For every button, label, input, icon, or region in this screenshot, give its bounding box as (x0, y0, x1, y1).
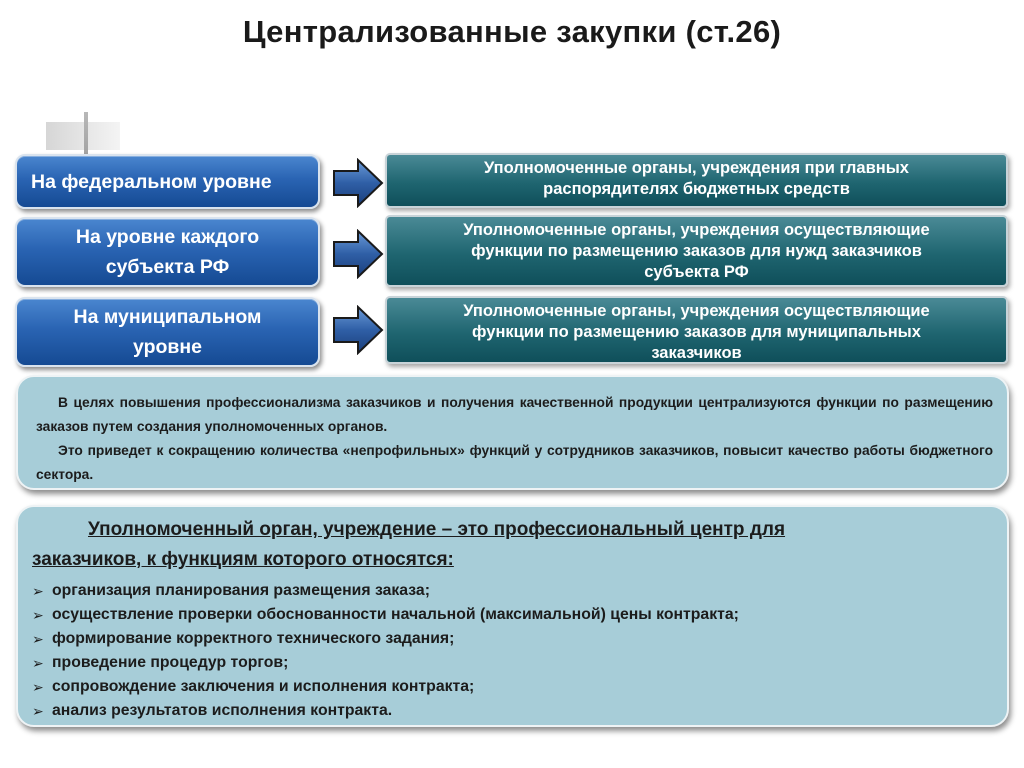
organ-federal (385, 153, 1008, 208)
arrowhead-bullet-icon: ➢ (32, 631, 44, 647)
definition-heading (32, 515, 987, 575)
level-federal-label: На федеральном уровне (31, 170, 272, 193)
organ-municipal (385, 296, 1008, 364)
definition-heading-line1: Уполномоченный орган, учреждение – это профессиональный центр для (88, 519, 786, 540)
organ-municipal-line3: заказчиков (651, 344, 742, 362)
organ-federal-line1: Уполномоченные органы, учреждения при главных (484, 159, 909, 177)
list-item: ➢ организация планирования размещения заказа; (32, 579, 987, 603)
level-municipal-label-line2: уровне (132, 336, 203, 358)
arrowhead-bullet-icon: ➢ (32, 679, 44, 695)
arrowhead-bullet-icon: ➢ (32, 607, 44, 623)
level-subject-label-line1: На уровне каждого (75, 226, 260, 248)
list-item: ➢ анализ результатов исполнения контракта. (32, 699, 987, 723)
organ-federal-line2: распорядителях бюджетных средств (543, 180, 850, 198)
arrow-right-icon (332, 158, 384, 208)
list-item: ➢ сопровождение заключения и исполнения контракта; (32, 675, 987, 699)
arrowhead-bullet-icon: ➢ (32, 583, 44, 599)
definition-heading-line2: заказчиков, к функциям которого относятся: (32, 549, 454, 570)
arrow-right-icon (332, 229, 384, 279)
organ-subject-line3: субъекта РФ (644, 263, 749, 281)
level-subject-label-line2: субъекта РФ (105, 256, 230, 278)
function-list (32, 579, 987, 723)
page-title: Централизованные закупки (ст.26) (242, 14, 782, 49)
organ-municipal-line1: Уполномоченные органы, учреждения осуществляющие (463, 302, 930, 320)
level-federal (15, 154, 320, 209)
organ-subject-line1: Уполномоченные органы, учреждения осуществляющие (463, 221, 930, 239)
definition-panel (16, 505, 1009, 727)
decorative-bar (46, 122, 120, 150)
list-item: ➢ формирование корректного технического задания; (32, 627, 987, 651)
organ-municipal-line2: функции по размещению заказов для муниципальных (472, 323, 921, 341)
arrowhead-bullet-icon: ➢ (32, 703, 44, 719)
level-subject (15, 217, 320, 287)
info-paragraph-1: В целях повышения профессионализма заказчиков и получения качественной продукции централизуются функции по размещению заказов путем создания уполномоченных органов. (36, 395, 993, 434)
level-municipal-label-line1: На муниципальном (73, 306, 262, 328)
list-item: ➢ осуществление проверки обоснованности начальной (максимальной) цены контракта; (32, 603, 987, 627)
arrow-right-icon (332, 305, 384, 355)
info-panel (16, 375, 1009, 490)
list-item: ➢ проведение процедур торгов; (32, 651, 987, 675)
organ-subject (385, 215, 1008, 287)
arrowhead-bullet-icon: ➢ (32, 655, 44, 671)
organ-subject-line2: функции по размещению заказов для нужд заказчиков (471, 242, 922, 260)
info-paragraph-2: Это приведет к сокращению количества «непрофильных» функций у сотрудников заказчиков, повысит качество работы бюджетного сектора. (36, 443, 993, 482)
level-municipal (15, 297, 320, 367)
